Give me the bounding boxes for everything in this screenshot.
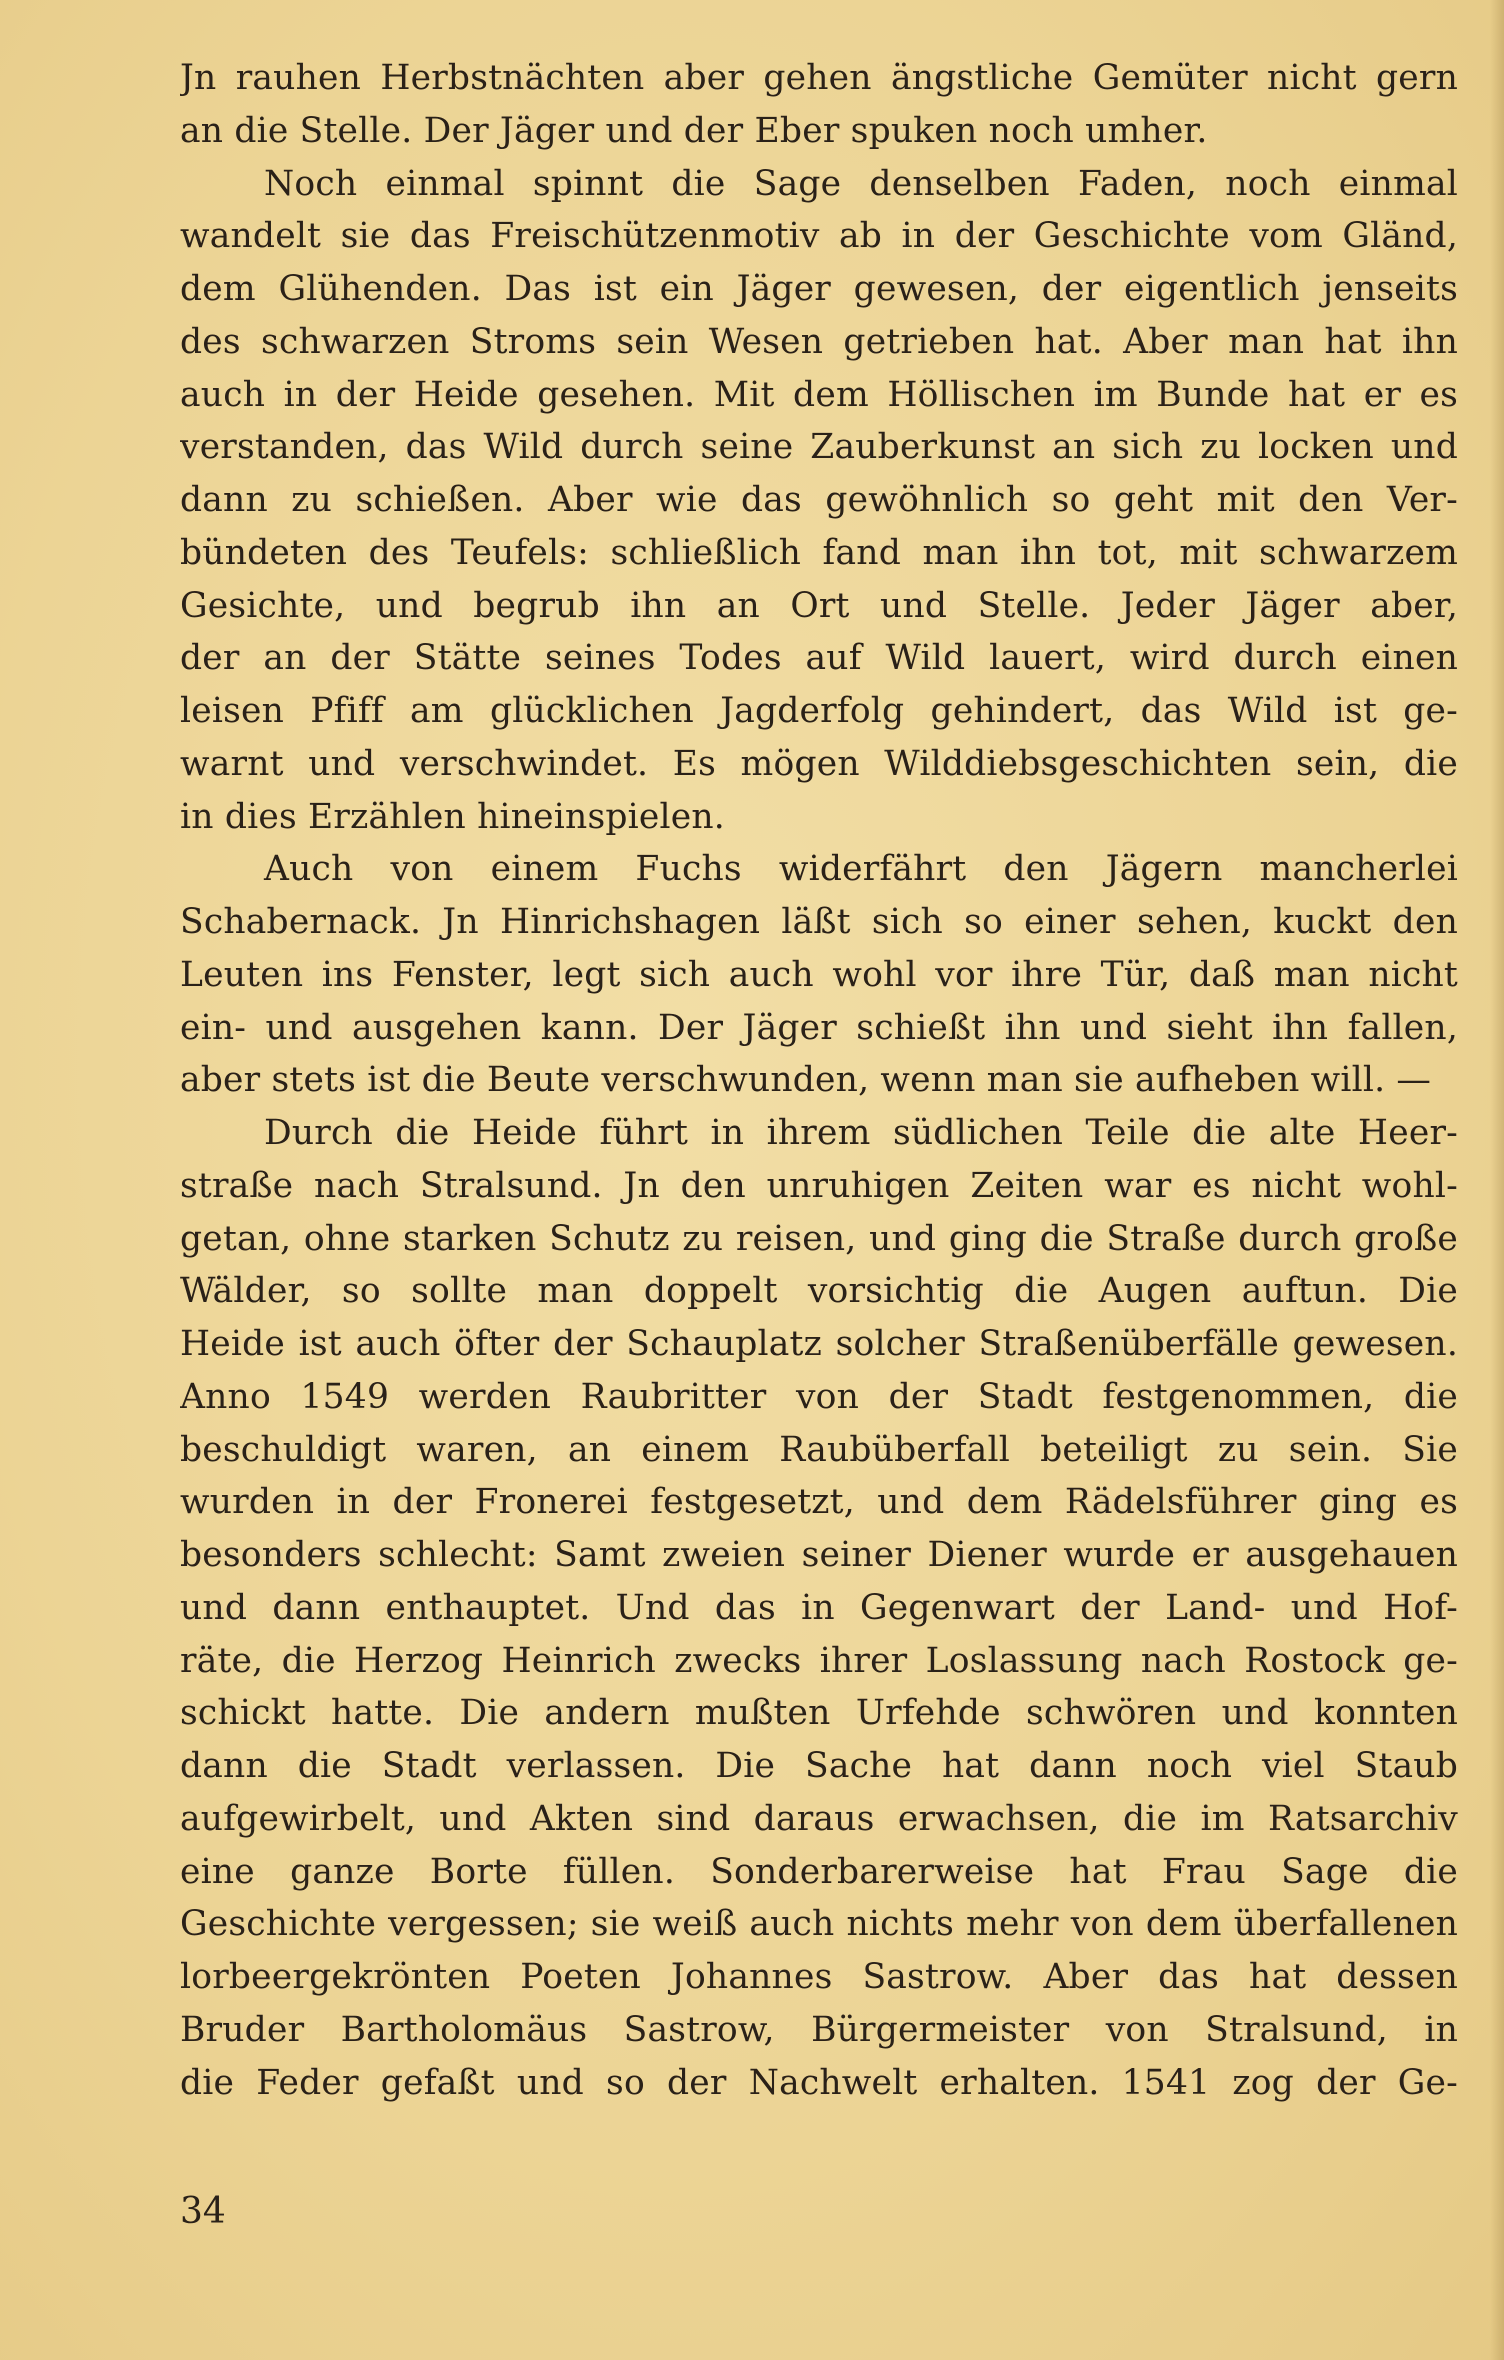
text-line: eine ganze Borte füllen. Sonderbarerweise hat Frau Sage die (180, 1851, 1458, 1892)
text-line: bündeten des Teufels: schließlich fand man ihn tot, mit schwarzem (180, 532, 1458, 573)
page-number: 34 (180, 2191, 226, 2232)
text-line: des schwarzen Stroms sein Wesen getrieben hat. Aber man hat ihn (180, 321, 1458, 362)
text-line: getan, ohne starken Schutz zu reisen, und ging die Straße durch große (180, 1218, 1458, 1259)
text-line: straße nach Stralsund. Jn den unruhigen Zeiten war es nicht wohl- (180, 1165, 1458, 1206)
text-line: Jn rauhen Herbstnächten aber gehen ängstliche Gemüter nicht gern (180, 58, 1458, 98)
text-line: an die Stelle. Der Jäger und der Eber spuken noch umher. (180, 110, 1208, 151)
text-line: dann zu schießen. Aber wie das gewöhnlich so geht mit den Ver- (180, 480, 1458, 520)
text-line: Bruder Bartholomäus Sastrow, Bürgermeister von Stralsund, in (180, 2009, 1458, 2050)
text-line: aber stets ist die Beute verschwunden, wenn man sie aufheben will. — (180, 1060, 1432, 1101)
text-line: Anno 1549 werden Raubritter von der Stadt festgenommen, die (180, 1376, 1458, 1417)
text-line: Leuten ins Fenster, legt sich auch wohl vor ihre Tür, daß man nicht (180, 954, 1458, 995)
text-line: verstanden, das Wild durch seine Zauberkunst an sich zu locken und (180, 427, 1458, 468)
text-line: wandelt sie das Freischützenmotiv ab in der Geschichte vom Gländ, (180, 216, 1458, 257)
text-line: Wälder, so sollte man doppelt vorsichtig die Augen auftun. Die (180, 1271, 1458, 1312)
paragraph-first-line: Noch einmal spinnt die Sage denselben Faden, noch einmal (264, 163, 1458, 204)
text-line: beschuldigt waren, an einem Raubüberfall beteiligt zu sein. Sie (180, 1429, 1458, 1470)
text-line: der an der Stätte seines Todes auf Wild lauert, wird durch einen (180, 638, 1458, 679)
text-line: wurden in der Fronerei festgesetzt, und dem Rädelsführer ging es (180, 1482, 1458, 1523)
body-text (180, 52, 1458, 2109)
text-line: schickt hatte. Die andern mußten Urfehde schwören und konnten (180, 1693, 1458, 1734)
text-line: dem Glühenden. Das ist ein Jäger gewesen, der eigentlich jenseits (180, 269, 1458, 309)
text-line: Heide ist auch öfter der Schauplatz solcher Straßenüberfälle gewesen. (180, 1324, 1458, 1364)
text-line: ein- und ausgehen kann. Der Jäger schießt ihn und sieht ihn fallen, (180, 1007, 1458, 1048)
text-line: aufgewirbelt, und Akten sind daraus erwachsen, die im Ratsarchiv (180, 1798, 1458, 1839)
text-line: in dies Erzählen hineinspielen. (180, 796, 725, 837)
text-line: Geschichte vergessen; sie weiß auch nichts mehr von dem überfallenen (180, 1904, 1458, 1945)
text-line: leisen Pfiff am glücklichen Jagderfolg gehindert, das Wild ist ge- (180, 691, 1458, 731)
paragraph-first-line: Durch die Heide führt in ihrem südlichen Teile die alte Heer- (264, 1113, 1458, 1153)
text-line: räte, die Herzog Heinrich zwecks ihrer Loslassung nach Rostock ge- (180, 1640, 1458, 1681)
text-line: dann die Stadt verlassen. Die Sache hat dann noch viel Staub (180, 1746, 1458, 1786)
text-line: warnt und verschwindet. Es mögen Wilddiebsgeschichten sein, die (180, 743, 1458, 784)
text-line: Gesichte, und begrub ihn an Ort und Stelle. Jeder Jäger aber, (180, 585, 1458, 626)
text-line: die Feder gefaßt und so der Nachwelt erhalten. 1541 zog der Ge- (180, 2062, 1458, 2103)
text-line: Schabernack. Jn Hinrichshagen läßt sich so einer sehen, kuckt den (180, 902, 1458, 942)
page-edge-shadow (1490, 0, 1504, 2360)
text-line: auch in der Heide gesehen. Mit dem Höllischen im Bunde hat er es (180, 374, 1458, 415)
text-line: besonders schlecht: Samt zweien seiner Diener wurde er ausgehauen (180, 1535, 1458, 1575)
text-line: lorbeergekrönten Poeten Johannes Sastrow. Aber das hat dessen (180, 1957, 1458, 1997)
text-line: und dann enthauptet. Und das in Gegenwart der Land- und Hof- (180, 1587, 1458, 1628)
paragraph-first-line: Auch von einem Fuchs widerfährt den Jägern mancherlei (264, 849, 1458, 890)
